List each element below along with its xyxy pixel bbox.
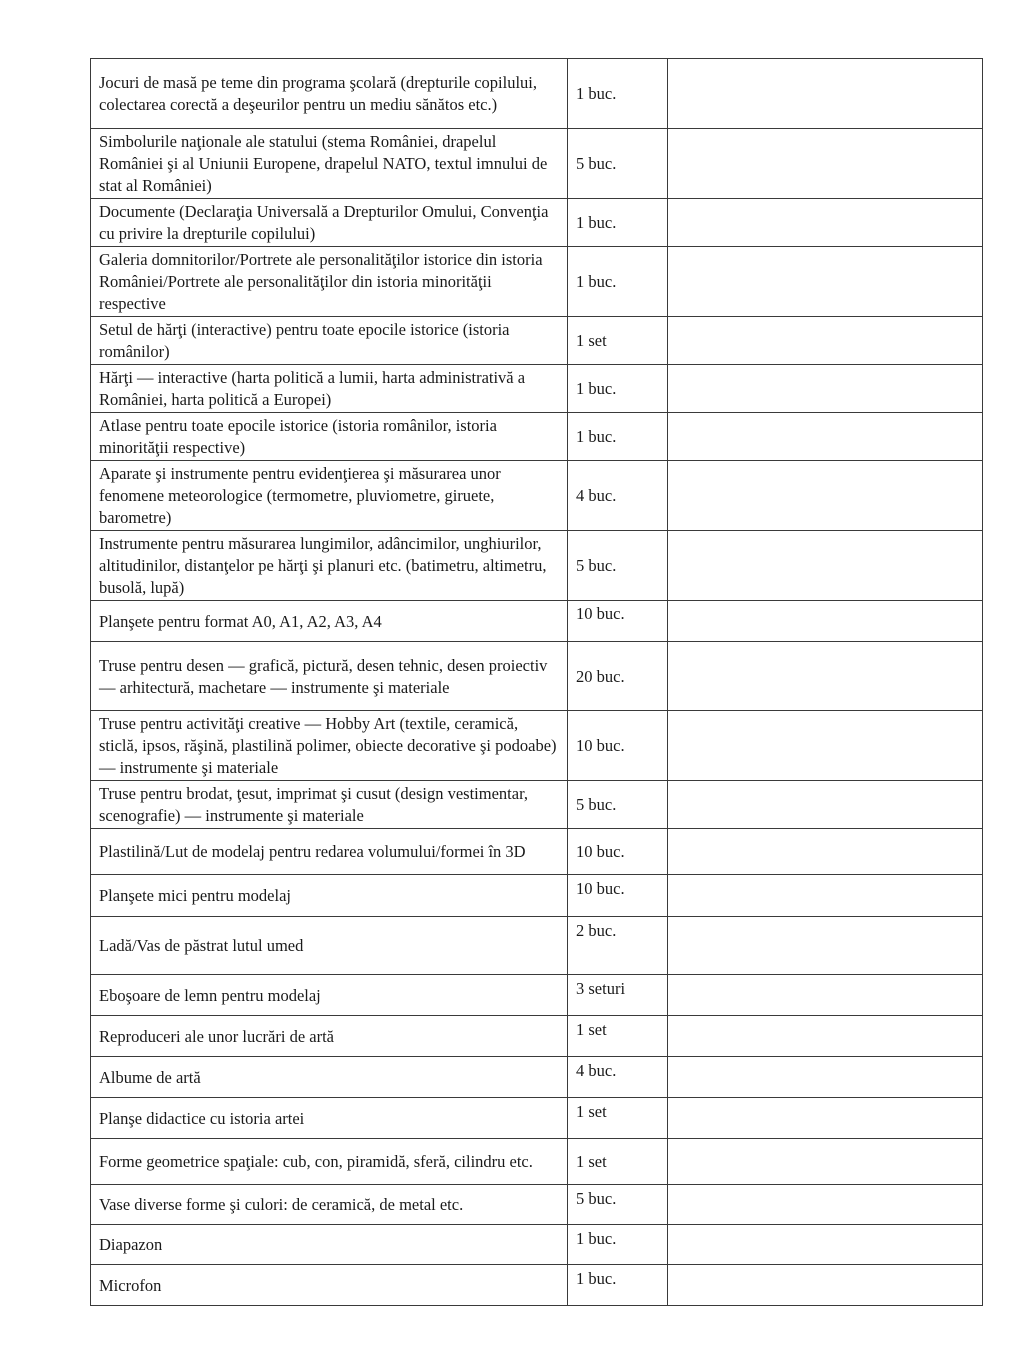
- item-quantity: 10 buc.: [568, 829, 668, 875]
- item-quantity: 1 set: [568, 1098, 668, 1139]
- item-description: Jocuri de masă pe teme din programa şcolară (drepturile copilului, colectarea corectă a deşeurilor pentru un mediu sănătos etc.): [91, 59, 568, 129]
- item-description: Plastilină/Lut de modelaj pentru redarea volumului/formei în 3D: [91, 829, 568, 875]
- item-description: Diapazon: [91, 1225, 568, 1265]
- table-row: [91, 1139, 983, 1185]
- document-page: [90, 58, 982, 1306]
- item-description: Truse pentru desen — grafică, pictură, desen tehnic, desen proiectiv — arhitectură, machetare — instrumente şi materiale: [91, 642, 568, 711]
- item-notes: [668, 1016, 983, 1057]
- item-notes: [668, 1225, 983, 1265]
- item-description: Aparate şi instrumente pentru evidenţierea şi măsurarea unor fenomene meteorologice (termometre, pluviometre, giruete, barometre): [91, 461, 568, 531]
- table-row: [91, 1057, 983, 1098]
- item-description: Forme geometrice spaţiale: cub, con, piramidă, sferă, cilindru etc.: [91, 1139, 568, 1185]
- item-description: Ladă/Vas de păstrat lutul umed: [91, 917, 568, 975]
- table-row: [91, 781, 983, 829]
- item-notes: [668, 711, 983, 781]
- item-quantity: 3 seturi: [568, 975, 668, 1016]
- item-description: Planşete pentru format A0, A1, A2, A3, A4: [91, 601, 568, 642]
- item-quantity: 1 buc.: [568, 247, 668, 317]
- item-notes: [668, 199, 983, 247]
- item-notes: [668, 1185, 983, 1225]
- item-quantity: 10 buc.: [568, 875, 668, 917]
- item-quantity: 1 buc.: [568, 1265, 668, 1306]
- item-quantity: 2 buc.: [568, 917, 668, 975]
- item-description: Documente (Declaraţia Universală a Drepturilor Omului, Convenţia cu privire la drepturile copilului): [91, 199, 568, 247]
- table-row: [91, 199, 983, 247]
- item-notes: [668, 1098, 983, 1139]
- table-row: [91, 247, 983, 317]
- item-description: Setul de hărţi (interactive) pentru toate epocile istorice (istoria românilor): [91, 317, 568, 365]
- table-row: [91, 461, 983, 531]
- item-notes: [668, 1139, 983, 1185]
- item-quantity: 10 buc.: [568, 711, 668, 781]
- table-row: [91, 413, 983, 461]
- item-notes: [668, 829, 983, 875]
- item-quantity: 10 buc.: [568, 601, 668, 642]
- item-description: Planşete mici pentru modelaj: [91, 875, 568, 917]
- table-row: [91, 642, 983, 711]
- item-description: Atlase pentru toate epocile istorice (istoria românilor, istoria minorităţii respective): [91, 413, 568, 461]
- item-quantity: 1 buc.: [568, 365, 668, 413]
- item-description: Truse pentru brodat, ţesut, imprimat şi cusut (design vestimentar, scenografie) — instrumente şi materiale: [91, 781, 568, 829]
- item-notes: [668, 461, 983, 531]
- item-quantity: 1 set: [568, 1016, 668, 1057]
- table-row: [91, 1185, 983, 1225]
- item-notes: [668, 247, 983, 317]
- item-quantity: 5 buc.: [568, 781, 668, 829]
- item-notes: [668, 531, 983, 601]
- item-notes: [668, 875, 983, 917]
- item-notes: [668, 129, 983, 199]
- item-notes: [668, 1057, 983, 1098]
- item-quantity: 1 buc.: [568, 413, 668, 461]
- item-quantity: 1 set: [568, 1139, 668, 1185]
- table-row: [91, 829, 983, 875]
- item-description: Planşe didactice cu istoria artei: [91, 1098, 568, 1139]
- item-description: Hărţi — interactive (harta politică a lumii, harta administrativă a României, harta politică a Europei): [91, 365, 568, 413]
- item-notes: [668, 413, 983, 461]
- item-description: Eboşoare de lemn pentru modelaj: [91, 975, 568, 1016]
- item-notes: [668, 917, 983, 975]
- table-row: [91, 1225, 983, 1265]
- item-notes: [668, 317, 983, 365]
- table-row: [91, 1265, 983, 1306]
- item-quantity: 4 buc.: [568, 1057, 668, 1098]
- table-row: [91, 317, 983, 365]
- item-quantity: 1 buc.: [568, 1225, 668, 1265]
- item-notes: [668, 975, 983, 1016]
- item-quantity: 1 buc.: [568, 59, 668, 129]
- item-notes: [668, 642, 983, 711]
- table-row: [91, 365, 983, 413]
- item-notes: [668, 1265, 983, 1306]
- item-notes: [668, 601, 983, 642]
- table-row: [91, 129, 983, 199]
- table-row: [91, 1016, 983, 1057]
- item-quantity: 5 buc.: [568, 1185, 668, 1225]
- item-description: Simbolurile naţionale ale statului (stema României, drapelul României şi al Uniunii Europene, drapelul NATO, textul imnului de stat al României): [91, 129, 568, 199]
- table-row: [91, 975, 983, 1016]
- item-notes: [668, 365, 983, 413]
- item-quantity: 1 buc.: [568, 199, 668, 247]
- table-row: [91, 875, 983, 917]
- table-row: [91, 1098, 983, 1139]
- item-description: Instrumente pentru măsurarea lungimilor, adâncimilor, unghiurilor, altitudinilor, distanţelor pe hărţi şi planuri etc. (batimetru, altimetru, busolă, lupă): [91, 531, 568, 601]
- item-description: Reproduceri ale unor lucrări de artă: [91, 1016, 568, 1057]
- item-description: Microfon: [91, 1265, 568, 1306]
- item-quantity: 5 buc.: [568, 129, 668, 199]
- table-row: [91, 917, 983, 975]
- item-quantity: 20 buc.: [568, 642, 668, 711]
- equipment-table: [90, 58, 983, 1306]
- item-quantity: 5 buc.: [568, 531, 668, 601]
- item-description: Galeria domnitorilor/Portrete ale personalităţilor istorice din istoria României/Portrete ale personalităţilor din istoria minorităţii respective: [91, 247, 568, 317]
- item-notes: [668, 781, 983, 829]
- item-notes: [668, 59, 983, 129]
- table-row: [91, 59, 983, 129]
- item-quantity: 1 set: [568, 317, 668, 365]
- table-row: [91, 711, 983, 781]
- table-row: [91, 601, 983, 642]
- item-description: Truse pentru activităţi creative — Hobby Art (textile, ceramică, sticlă, ipsos, răşină, plastilină polimer, obiecte decorative şi podoabe) — instrumente şi materiale: [91, 711, 568, 781]
- item-description: Albume de artă: [91, 1057, 568, 1098]
- item-quantity: 4 buc.: [568, 461, 668, 531]
- table-row: [91, 531, 983, 601]
- item-description: Vase diverse forme şi culori: de ceramică, de metal etc.: [91, 1185, 568, 1225]
